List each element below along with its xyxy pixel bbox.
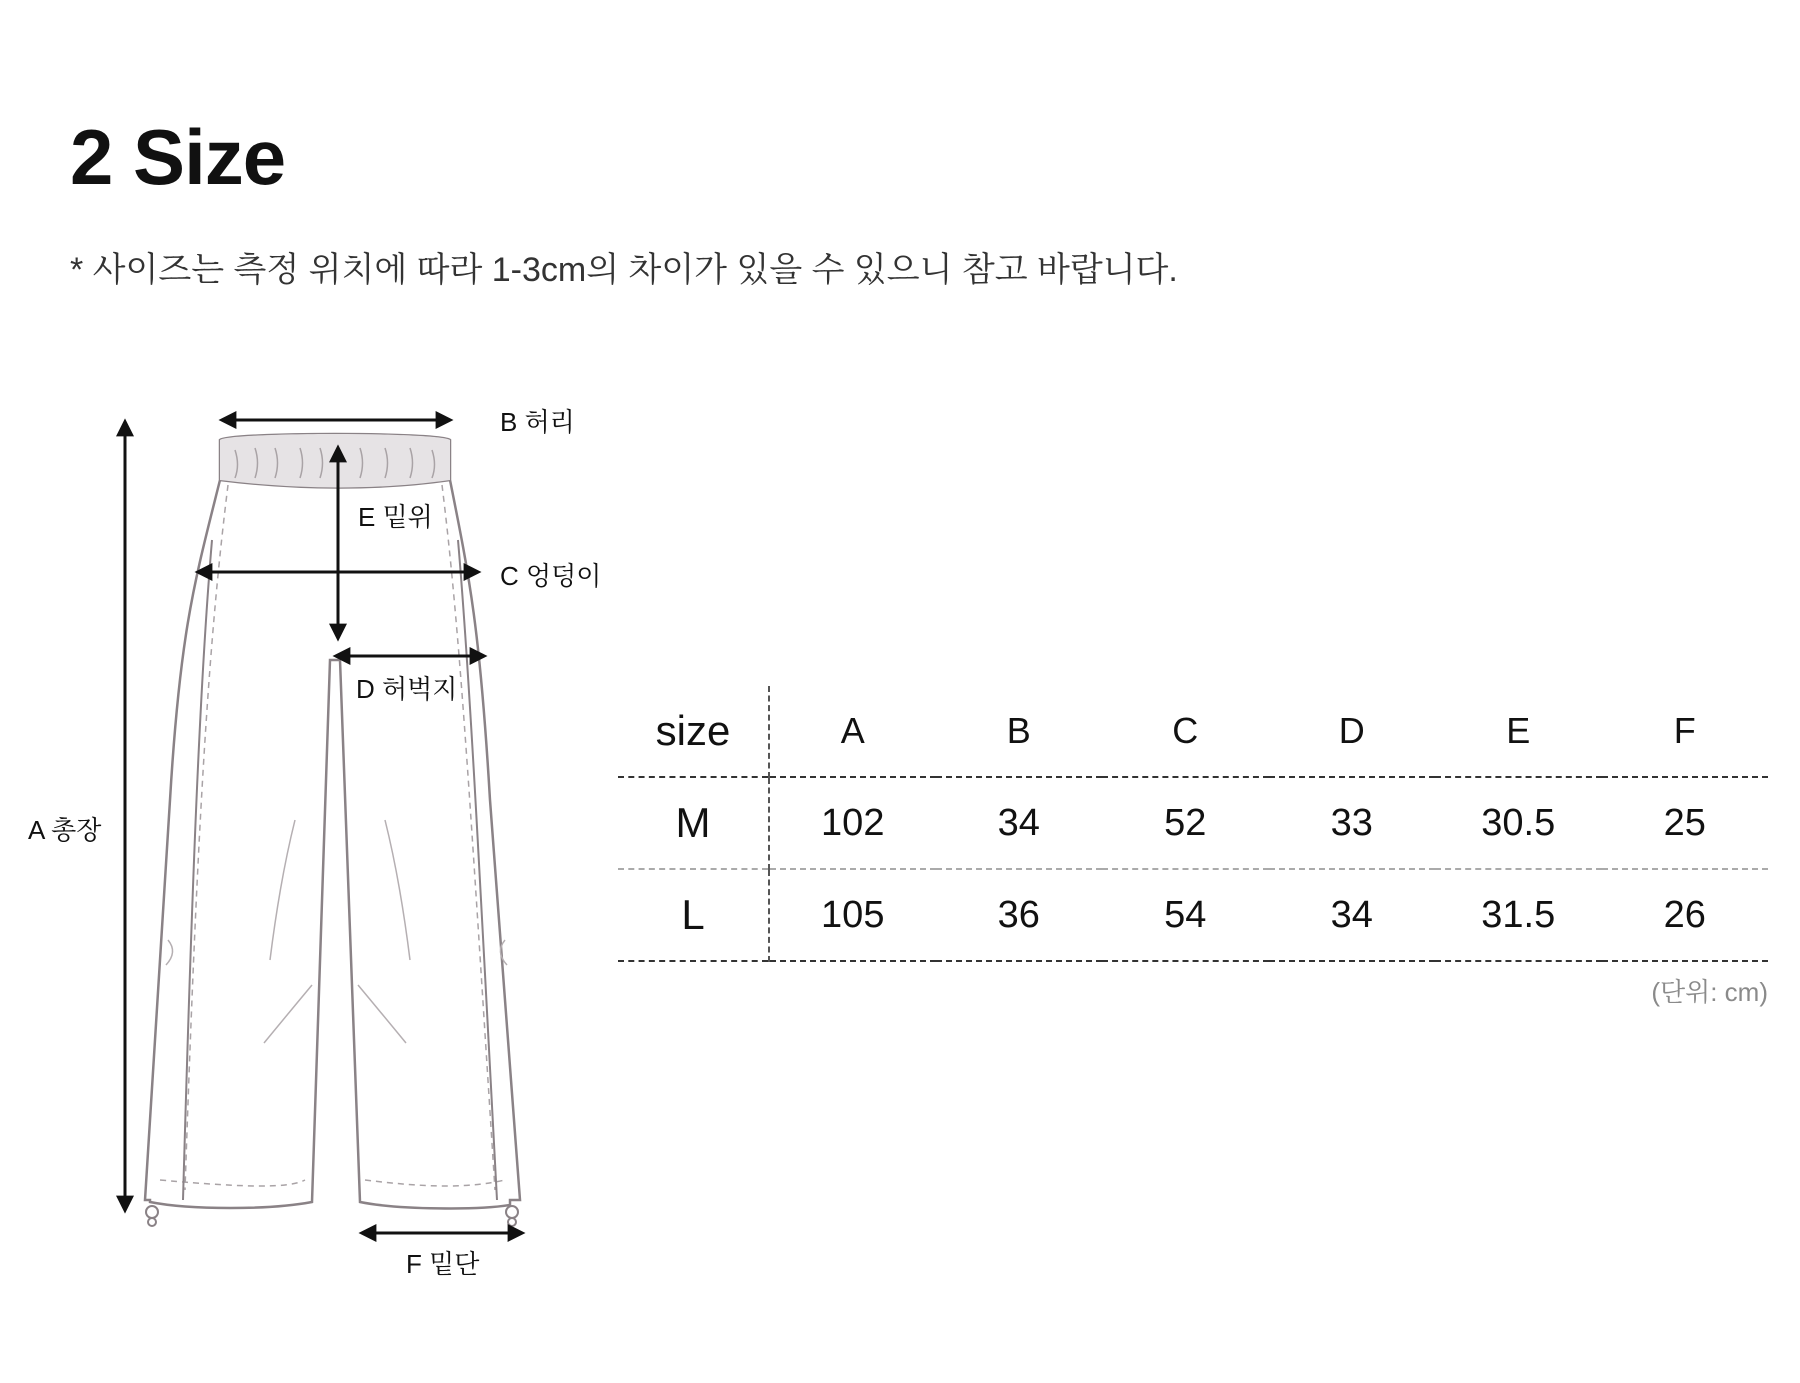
side-seams	[160, 485, 505, 1190]
pants-measurement-diagram	[0, 380, 640, 1300]
label-e-rise: E 밑위	[358, 502, 433, 532]
header-a: A	[840, 710, 865, 751]
page-title: 2 Size	[70, 113, 286, 201]
knee-details	[166, 820, 507, 1043]
header-e: E	[1506, 710, 1531, 751]
header-d: D	[1338, 710, 1365, 751]
header-b: B	[1006, 710, 1031, 751]
unit-note: (단위: cm)	[1651, 977, 1768, 1007]
table-cell: 26	[1663, 893, 1706, 936]
label-b-waist: B 허리	[500, 407, 575, 437]
table-cell: 33	[1330, 801, 1373, 844]
table-cell: 34	[997, 801, 1040, 844]
table-cell: 31.5	[1481, 893, 1556, 936]
table-cell: 102	[821, 801, 885, 844]
table-cell: 52	[1164, 801, 1207, 844]
size-note: * 사이즈는 측정 위치에 따라 1-3cm의 차이가 있을 수 있으니 참고 바랍니다.	[70, 251, 1178, 289]
table-cell: 54	[1164, 893, 1207, 936]
size-table	[618, 686, 1768, 962]
size-table-container	[618, 686, 1768, 962]
table-cell: 36	[997, 893, 1040, 936]
table-row	[618, 869, 1768, 961]
header-c: C	[1172, 710, 1199, 751]
table-row	[618, 777, 1768, 869]
panel-seams	[183, 540, 497, 1200]
label-f-hem: F 밑단	[406, 1249, 480, 1279]
table-cell: 105	[821, 893, 885, 936]
table-cell: 30.5	[1481, 801, 1556, 844]
label-a-length: A 총장	[28, 815, 102, 845]
table-cell: 34	[1330, 893, 1373, 936]
label-d-thigh: D 허벅지	[356, 674, 458, 704]
header-f: F	[1673, 710, 1696, 751]
size-cell: L	[618, 869, 769, 961]
label-c-hip: C 엉덩이	[500, 561, 602, 591]
pants-outline	[145, 434, 520, 1208]
size-cell: M	[618, 777, 769, 869]
table-cell: 25	[1663, 801, 1706, 844]
header-size: size	[618, 686, 769, 777]
table-header-row	[618, 686, 1768, 777]
